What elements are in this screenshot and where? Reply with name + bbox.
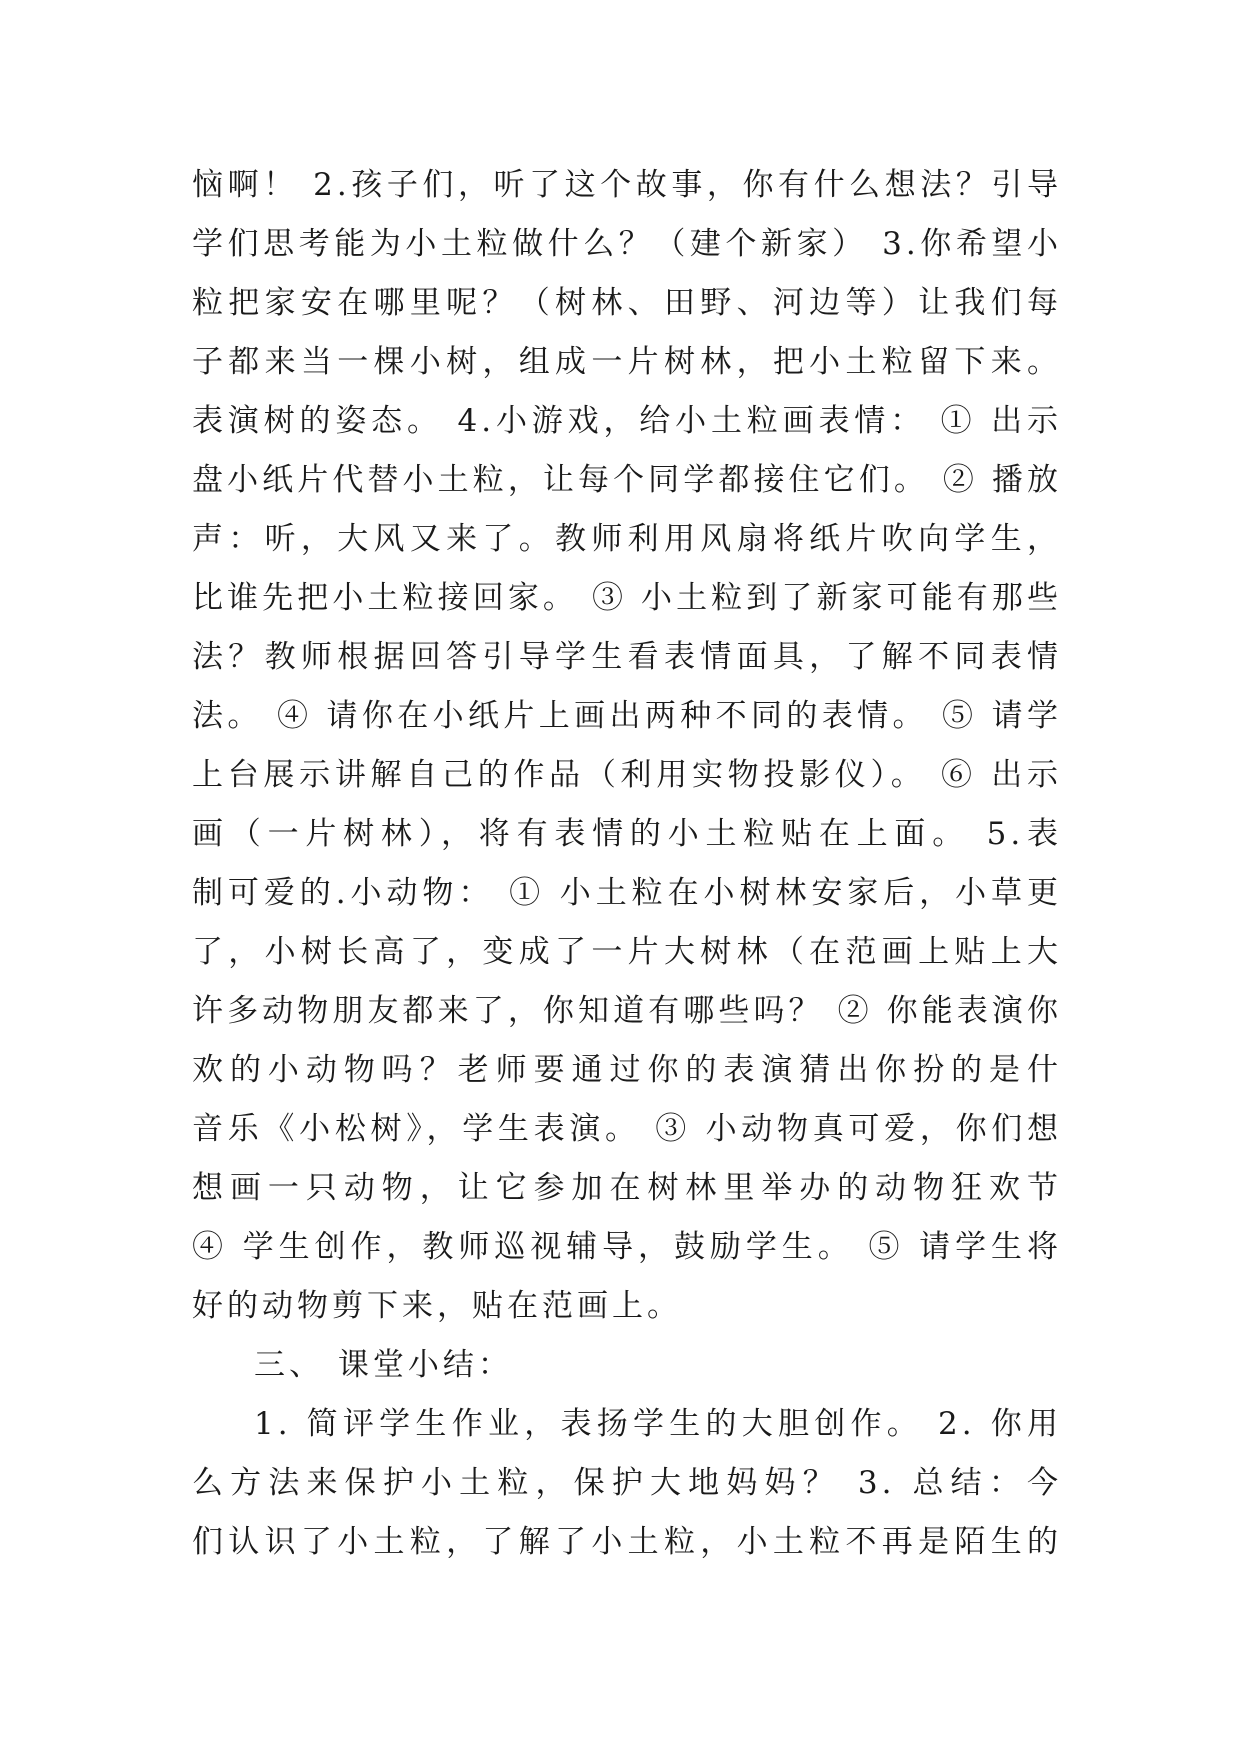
text-line: 画（一片树林），将有表情的小土粒贴在上面。 5.表 <box>192 816 1062 852</box>
section-heading: 三、 课堂小结： <box>254 1347 513 1383</box>
text-line: ④ 学生创作，教师巡视辅导，鼓励学生。 ⑤ 请学生将 <box>192 1229 1062 1265</box>
text-line: 上台展示讲解自己的作品（利用实物投影仪）。 ⑥ 出示 <box>192 757 1062 793</box>
text-line: 欢的小动物吗？老师要通过你的表演猜出你扮的是什 <box>192 1052 1062 1088</box>
text-line: 子都来当一棵小树，组成一片树林，把小土粒留下来。 <box>192 344 1062 380</box>
text-line: 恼啊！ 2.孩子们，听了这个故事，你有什么想法？引导 <box>192 167 1062 203</box>
text-line: 表演树的姿态。 4.小游戏，给小土粒画表情： ① 出示 <box>192 403 1062 439</box>
text-line: 好的动物剪下来，贴在范画上。 <box>192 1288 682 1324</box>
text-line: 学们思考能为小土粒做什么？（建个新家） 3.你希望小 <box>192 226 1062 262</box>
text-line: 声：听，大风又来了。教师利用风扇将纸片吹向学生， <box>192 521 1062 557</box>
text-line: 制可爱的.小动物： ① 小土粒在小树林安家后，小草更 <box>192 875 1062 911</box>
text-line: 想画一只动物，让它参加在树林里举办的动物狂欢节 <box>192 1170 1062 1206</box>
text-line: 许多动物朋友都来了，你知道有哪些吗？ ② 你能表演你 <box>192 993 1062 1029</box>
text-line: 么方法来保护小土粒，保护大地妈妈？ 3. 总结：今 <box>192 1465 1062 1501</box>
text-line: 盘小纸片代替小土粒，让每个同学都接住它们。 ② 播放 <box>192 462 1062 498</box>
text-line: 粒把家安在哪里呢？（树林、田野、河边等）让我们每 <box>192 285 1062 321</box>
text-line: 们认识了小土粒，了解了小土粒，小土粒不再是陌生的 <box>192 1524 1062 1560</box>
body-text <box>192 156 1062 1572</box>
text-line: 1. 简评学生作业，表扬学生的大胆创作。 2. 你用 <box>254 1406 1062 1442</box>
text-line: 了，小树长高了，变成了一片大树林（在范画上贴上大 <box>192 934 1062 970</box>
text-line: 比谁先把小土粒接回家。 ③ 小土粒到了新家可能有那些 <box>192 580 1062 616</box>
text-line: 法？教师根据回答引导学生看表情面具，了解不同表情 <box>192 639 1062 675</box>
text-line: 法。 ④ 请你在小纸片上画出两种不同的表情。 ⑤ 请学 <box>192 698 1062 734</box>
text-line: 音乐《小松树》，学生表演。 ③ 小动物真可爱，你们想 <box>192 1111 1062 1147</box>
